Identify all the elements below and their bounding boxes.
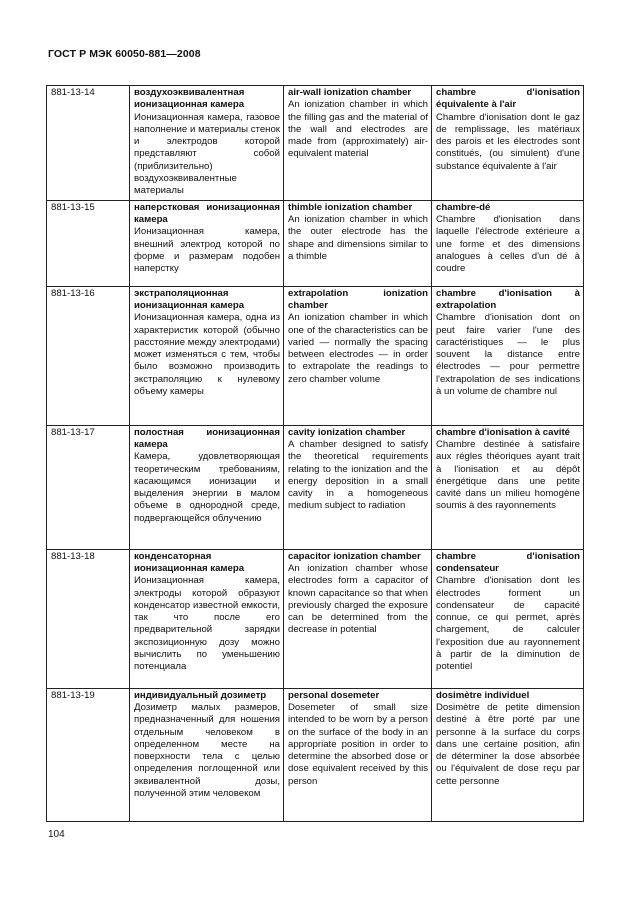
terms-table bbox=[46, 85, 584, 822]
entry-code: 881-13-15 bbox=[47, 200, 130, 286]
ru-term: конденсаторная ионизационная камера bbox=[134, 550, 245, 574]
ru-cell bbox=[130, 86, 284, 201]
en-definition: Dosemeter of small size intended to be worn by a person on the surface of the body in an appropriate position in order to determine the absorbed dose or dose equivalent received by this person bbox=[288, 701, 428, 787]
entry-code: 881-13-19 bbox=[47, 688, 130, 821]
entry-code: 881-13-17 bbox=[47, 425, 130, 549]
entry-code: 881-13-16 bbox=[47, 286, 130, 425]
ru-definition: Камера, удовлетворяющая теоретическим требованиям, касающимся ионизации и выделения энергии в малом объеме в однородной среде, подвергающейся облучению bbox=[134, 451, 280, 524]
ru-cell bbox=[130, 549, 284, 688]
ru-definition: Ионизационная камера, внешний электрод которой по форме и размерам подобен наперстку bbox=[134, 226, 280, 275]
ru-cell bbox=[130, 200, 284, 286]
en-definition: A chamber designed to satisfy the theoretical requirements relating to the ionization and the energy deposition in a small cavity in a homogeneous medium subject to radiation bbox=[288, 438, 428, 512]
ru-definition: Ионизационная камера, газовое наполнение и материалы стенок и электродов которой представляют собой (приблизительно) воздухоэквивалентные материалы bbox=[134, 111, 280, 197]
table-row bbox=[47, 86, 584, 201]
table-row bbox=[47, 425, 584, 549]
fr-cell bbox=[432, 425, 584, 549]
table-row bbox=[47, 549, 584, 688]
en-cell bbox=[284, 86, 432, 201]
en-term: air-wall ionization chamber bbox=[288, 87, 412, 98]
fr-term: chambre d'ionisation condensateur bbox=[436, 550, 580, 574]
entry-code: 881-13-14 bbox=[47, 86, 130, 201]
ru-cell bbox=[130, 286, 284, 425]
fr-cell bbox=[432, 286, 584, 425]
en-cell bbox=[284, 286, 432, 425]
en-term: personal dosemeter bbox=[288, 689, 380, 701]
fr-term: chambre-dé bbox=[436, 201, 491, 213]
fr-definition: Chambre destinée à satisfaire aux régles théoriques ayant trait à l'ionisation et au dépôt énergétique dans une petite cavité dans un milieu homogène soumis à des rayonnements bbox=[436, 438, 580, 512]
en-term: extrapolation ionization chamber bbox=[288, 287, 428, 311]
en-term: thimble ionization chamber bbox=[288, 201, 413, 213]
fr-definition: Chambre d'ionisation dont les électrodes forment un condensateur de capacité connue, ce qui permet, après chargement, de calculer l'exposition due au rayonnement à partir de la diminution de potentiel bbox=[436, 575, 580, 673]
ru-term: наперстковая ионизационная камера bbox=[134, 201, 280, 225]
ru-cell bbox=[130, 688, 284, 821]
ru-term: индивидуальный дозиметр bbox=[134, 689, 267, 701]
en-definition: An ionization chamber in which the filling gas and the material of the wall and electrodes are made from (approximately) air-equivalent material bbox=[288, 99, 428, 160]
entry-code: 881-13-18 bbox=[47, 549, 130, 688]
fr-definition: Chambre d'ionisation dans laquelle l'électrode extérieure a une forme et des dimensions analogues à celles d'un dé à coudre bbox=[436, 213, 580, 275]
ru-definition: Ионизационная камера, электроды которой образуют конденсатор известной емкости, так что после его предварительной зарядки экспозиционную дозу можно вычислить по уменьшению потенциала bbox=[134, 575, 280, 673]
fr-definition: Chambre d'ionisation dont le gaz de remplissage, les matériaux des parois et les électrodes sont constitués, (ou simulent) d'une substance équivalente à l'air bbox=[436, 111, 580, 172]
fr-term: dosimètre individuel bbox=[436, 689, 530, 701]
en-cell bbox=[284, 688, 432, 821]
page-number: 104 bbox=[48, 829, 65, 840]
ru-definition: Дозиметр малых размеров, предназначенный для ношения отдельным человеком в определенном месте на поверхности тела с целью определения поглощенной или эквивалентной дозы, полученной этим человеком bbox=[134, 701, 280, 800]
ru-cell bbox=[130, 425, 284, 549]
en-term: capacitor ionization chamber bbox=[288, 550, 421, 562]
en-cell bbox=[284, 549, 432, 688]
fr-definition: Chambre d'ionisation dont on peut faire varier l'une des caractéristiques — le plus souvent la distance entre électrodes — pour permettre l'extrapolation de ses indications à un volume de chambre nul bbox=[436, 312, 580, 398]
fr-cell bbox=[432, 200, 584, 286]
fr-cell bbox=[432, 688, 584, 821]
fr-term: chambre d'ionisation à extrapolation bbox=[436, 287, 580, 311]
table-row bbox=[47, 688, 584, 821]
fr-cell bbox=[432, 86, 584, 201]
en-definition: An ionization chamber in which one of the characteristics can be varied — normally the spacing between electrodes — in order to extrapolate the readings to zero chamber volume bbox=[288, 312, 428, 385]
fr-term: chambre d'ionisation à cavité bbox=[436, 426, 570, 438]
page-header: ГОСТ Р МЭК 60050-881—2008 bbox=[48, 48, 201, 60]
table-row bbox=[47, 200, 584, 286]
ru-term: воздухоэквивалентная ионизационная камера bbox=[134, 87, 245, 111]
ru-definition: Ионизационная камера, одна из характеристик которой (обычно расстояние между электродами) может изменяться с тем, чтобы было возможно производить экстраполяцию к нулевому объему камеры bbox=[134, 312, 280, 398]
en-definition: An ionization chamber whose electrodes form a capacitor of known capacitance so that when previously charged the exposure can be determined from the decrease in potential bbox=[288, 562, 428, 636]
en-definition: An ionization chamber in which the outer electrode has the shape and dimensions similar to a thimble bbox=[288, 213, 428, 262]
en-term: cavity ionization chamber bbox=[288, 426, 406, 438]
fr-term: chambre d'ionisation équivalente à l'air bbox=[436, 87, 580, 111]
ru-term: полостная ионизационная камера bbox=[134, 426, 280, 450]
ru-term: экстраполяционная ионизационная камера bbox=[134, 287, 245, 311]
table-row bbox=[47, 286, 584, 425]
en-cell bbox=[284, 425, 432, 549]
fr-cell bbox=[432, 549, 584, 688]
en-cell bbox=[284, 200, 432, 286]
fr-definition: Dosimètre de petite dimension destiné à être porté par une personne à la surface du corps dans une certaine position, afin de déterminer la dose absorbée ou l'équivalent de dose reçu par cette personne bbox=[436, 701, 580, 787]
